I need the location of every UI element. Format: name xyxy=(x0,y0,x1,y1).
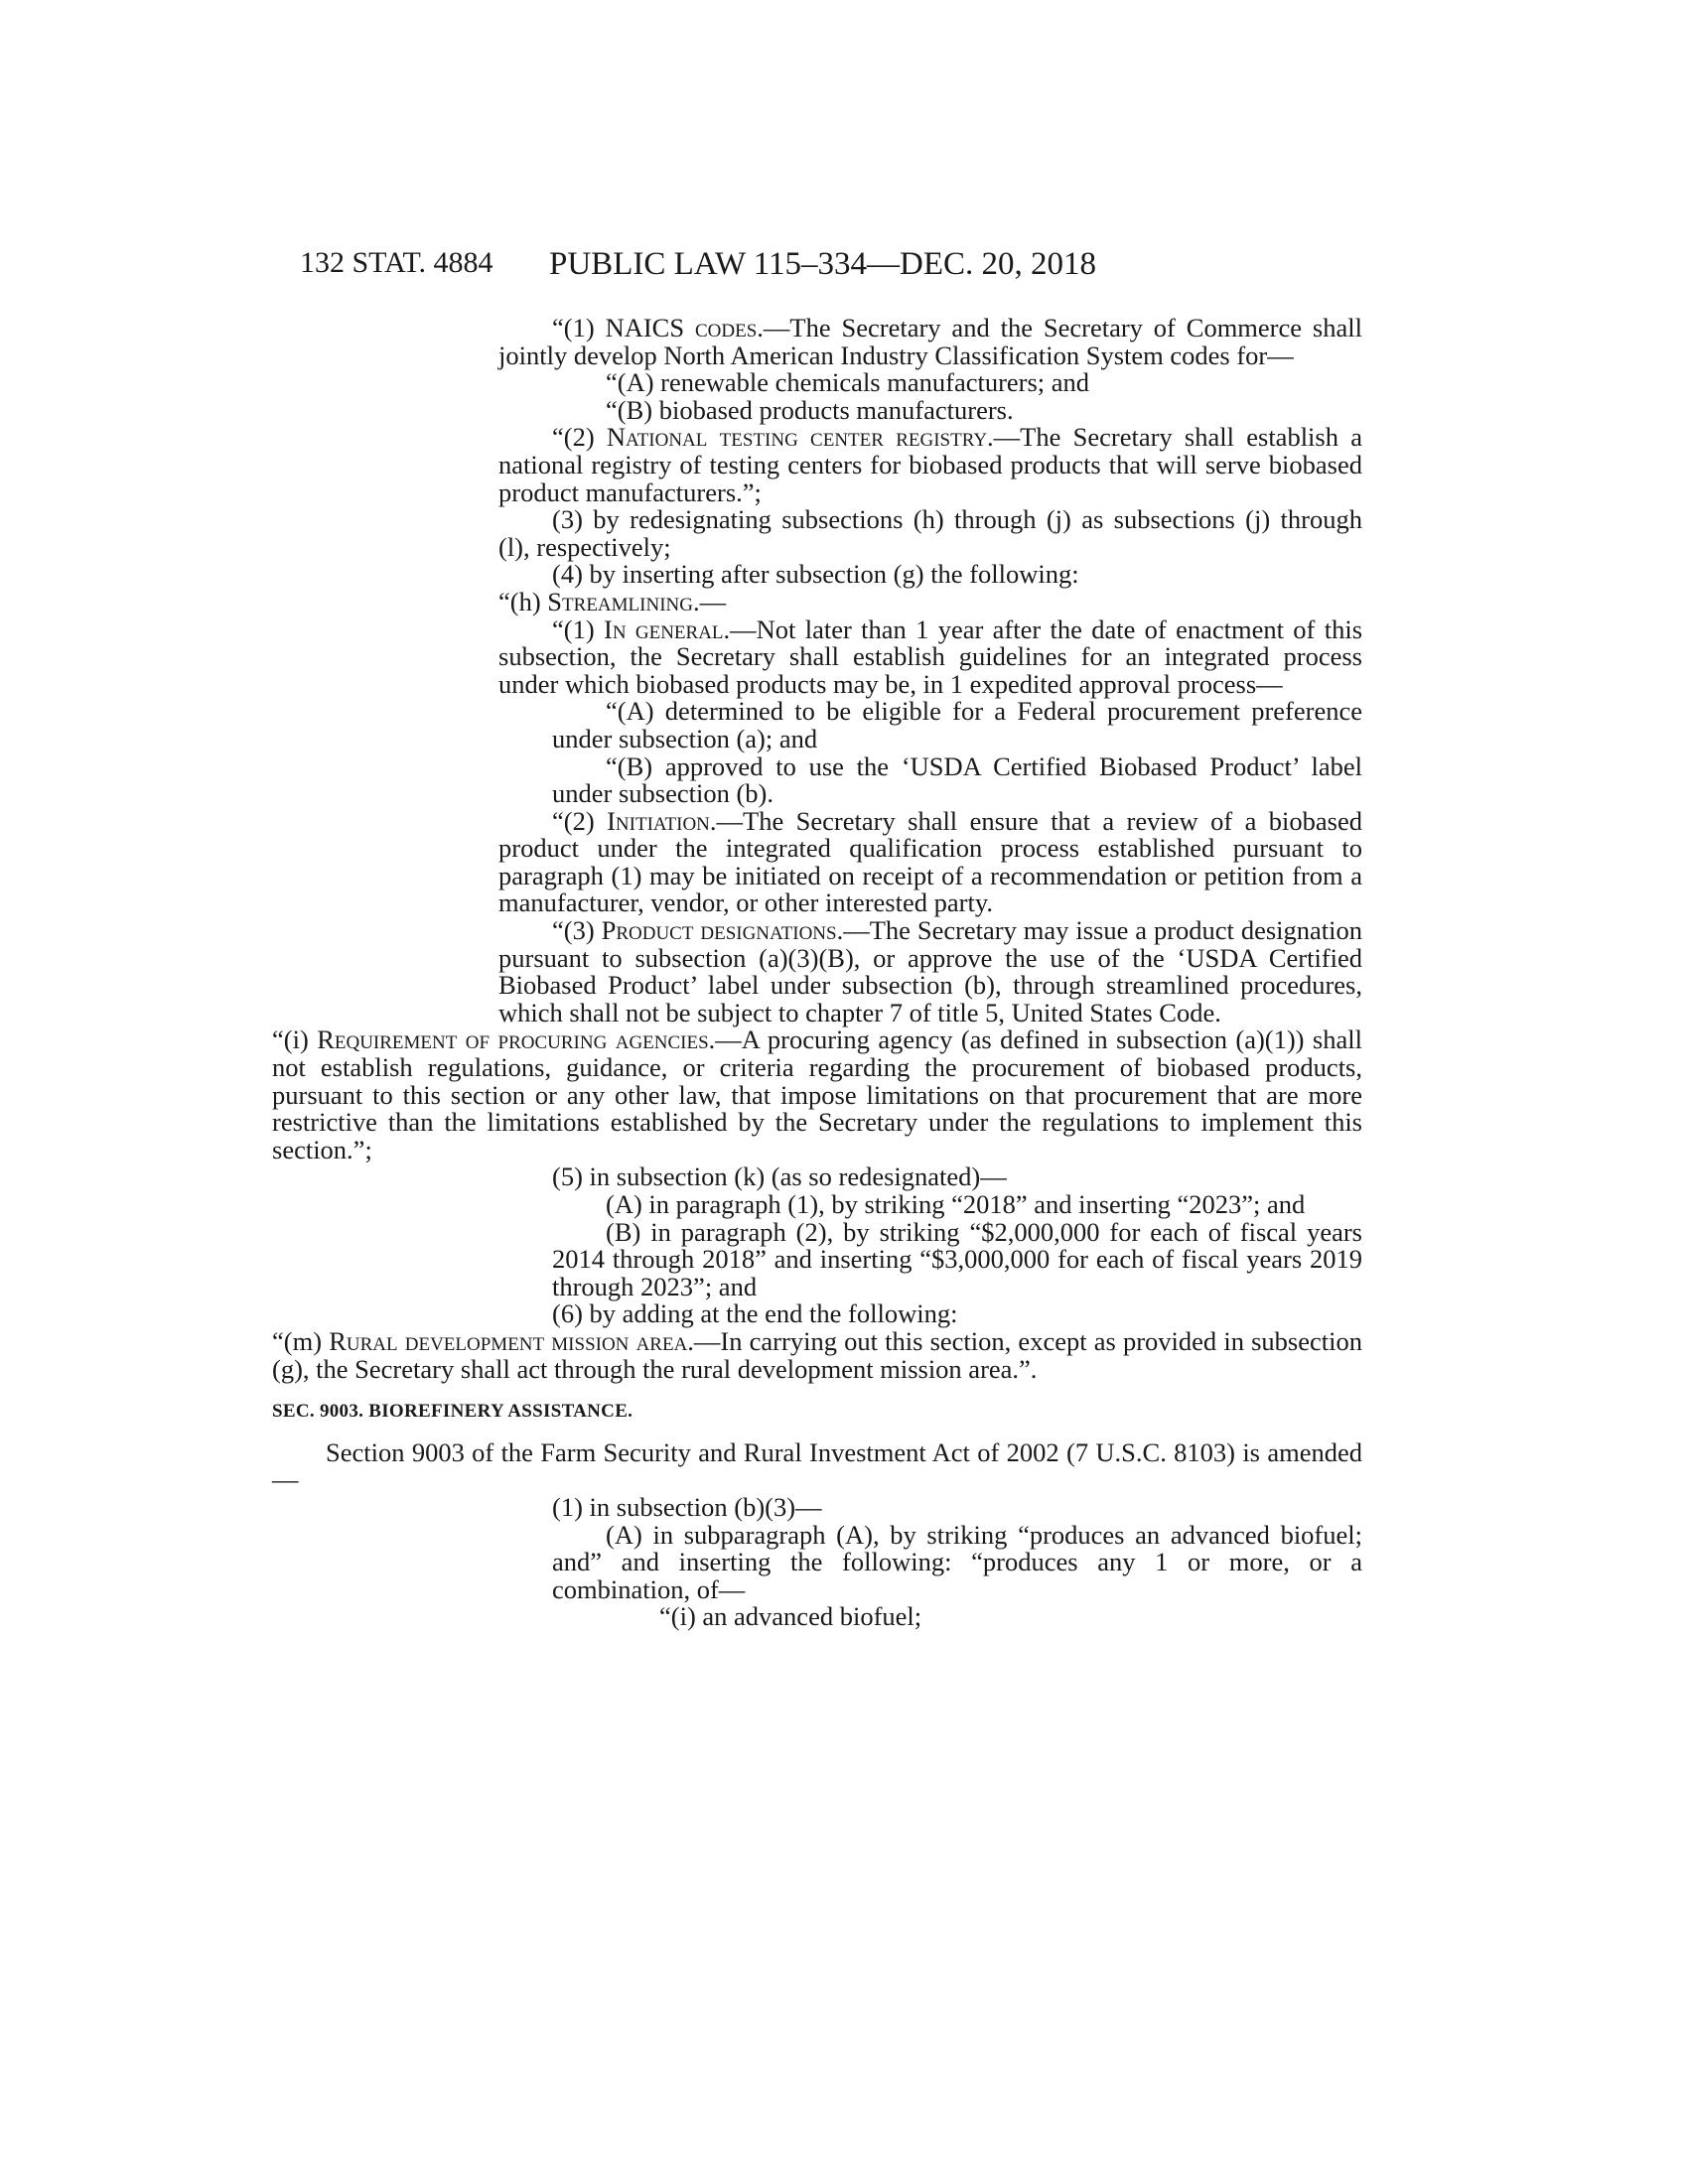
subsection-text: .—In carrying out this section, except as provided in subsection (g), the Secretary shall act through the rural development mission area.”. xyxy=(272,1325,1362,1384)
paragraph-number: “(1) xyxy=(552,614,604,644)
amendment-item-1a: (A) in subparagraph (A), by striking “produces an advanced biofuel; and” and inserting the following: “produces any 1 or more, or a combination, of— xyxy=(552,1519,1362,1604)
clause-i: “(i) an advanced biofuel; xyxy=(659,1601,922,1632)
paragraph-number: “(3) xyxy=(552,915,602,946)
subparagraph-b: “(B) biobased products manufacturers. xyxy=(606,394,1014,425)
subsection-h-heading xyxy=(498,586,1362,616)
section-heading: SEC. 9003. BIOREFINERY ASSISTANCE. xyxy=(272,1401,633,1423)
subsection-number: “(m) xyxy=(272,1325,330,1356)
subsection-heading: Requirement of procuring agencies xyxy=(317,1024,709,1055)
paragraph-text: .—The Secretary may issue a product designation pursuant to subsection (a)(3)(B), or approve the use of the ‘USDA Certified Biobased Product’ label under subsection (b), through streamlined procedures, which shall not be subject to chapter 7 of title 5, United States Code. xyxy=(498,915,1362,1027)
subsection-heading: Rural development mission area xyxy=(329,1325,688,1356)
paragraph-text: .—The Secretary and the Secretary of Commerce shall jointly develop North American Industry Classification System codes for— xyxy=(498,313,1362,370)
paragraph-text: .—Not later than 1 year after the date of enactment of this subsection, the Secretary shall establish guidelines for an integrated process under which biobased products may be, in 1 expedited approval process— xyxy=(498,614,1363,699)
subsection-dash: .— xyxy=(692,586,727,616)
paragraph-heading: In general xyxy=(604,614,724,644)
amendment-item-3: (3) by redesignating subsections (h) through (j) as subsections (j) through (l), respectively; xyxy=(498,504,1362,562)
paragraph-product-designations xyxy=(498,917,1362,1026)
subparagraph-b: “(B) approved to use the ‘USDA Certified Biobased Product’ label under subsection (b). xyxy=(552,751,1362,809)
paragraph-number: “(2) xyxy=(552,805,608,836)
amendment-item-6: (6) by adding at the end the following: xyxy=(552,1298,958,1329)
paragraph-heading: NAICS codes xyxy=(605,313,758,342)
amendment-item-5a: (A) in paragraph (1), by striking “2018” and inserting “2023”; and xyxy=(606,1189,1306,1219)
section-intro: Section 9003 of the Farm Security and Rural Investment Act of 2002 (7 U.S.C. 8103) is amended— xyxy=(272,1436,1362,1495)
amendment-item-4: (4) by inserting after subsection (g) the following: xyxy=(552,559,1079,590)
subsection-m xyxy=(272,1325,1362,1384)
statute-page-reference: 132 STAT. 4884 xyxy=(300,246,493,279)
paragraph-heading: National testing center registry xyxy=(606,422,988,453)
amendment-item-5b: (B) in paragraph (2), by striking “$2,000,000 for each of fiscal years 2014 through 2018” and inserting “$3,000,000 for each of fiscal years 2019 through 2023”; and xyxy=(552,1216,1362,1301)
document-body xyxy=(272,313,1363,1632)
subsection-number: “(h) xyxy=(498,586,548,616)
amendment-item-5: (5) in subsection (k) (as so redesignated)— xyxy=(552,1161,1007,1192)
subsection-i xyxy=(272,1026,1362,1163)
paragraph-naics-codes xyxy=(498,315,1362,369)
subparagraph-a: “(A) renewable chemicals manufacturers; and xyxy=(606,367,1090,398)
page-header xyxy=(0,246,1688,294)
paragraph-testing-registry xyxy=(498,424,1362,506)
paragraph-in-general xyxy=(498,616,1362,699)
paragraph-number: “(2) xyxy=(552,422,607,453)
paragraph-text: .—The Secretary shall ensure that a review of a biobased product under the integrated qualification process established pursuant to paragraph (1) may be initiated on receipt of a recommendation or petition from a manufacturer, vendor, or other interested party. xyxy=(498,805,1362,918)
subparagraph-a: “(A) determined to be eligible for a Federal procurement preference under subsection (a); and xyxy=(552,696,1362,753)
subsection-text: .—A procuring agency (as defined in subsection (a)(1)) shall not establish regulations, guidance, or criteria regarding the procurement of biobased products, pursuant to this section or any other law, that impose limitations on that procurement that are more restrictive than the limitations established by the Secretary under the regulations to implement this section.”; xyxy=(272,1024,1362,1164)
paragraph-initiation xyxy=(498,805,1362,918)
paragraph-text: .—The Secretary shall establish a national registry of testing centers for biobased products that will serve biobased product manufacturers.”; xyxy=(498,422,1362,507)
paragraph-heading: Initiation xyxy=(607,805,710,836)
subsection-number: “(i) xyxy=(272,1024,318,1055)
amendment-item-1: (1) in subsection (b)(3)— xyxy=(552,1491,822,1522)
paragraph-heading: Product designations xyxy=(601,915,837,946)
subsection-heading: Streamlining xyxy=(547,586,693,616)
public-law-title: PUBLIC LAW 115–334—DEC. 20, 2018 xyxy=(549,246,1097,282)
paragraph-number: “(1) xyxy=(552,313,606,342)
